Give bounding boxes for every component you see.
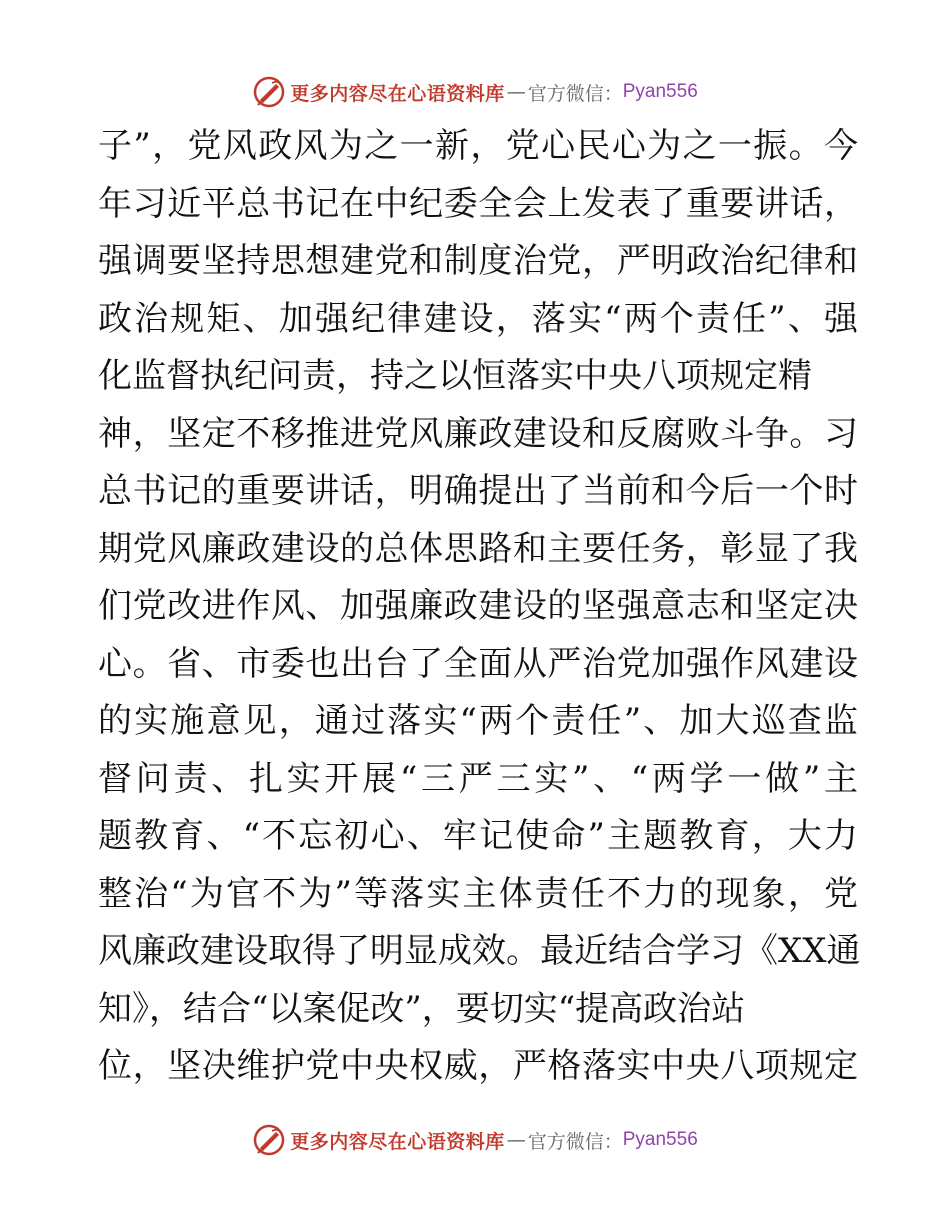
text-line: 心。省、市委也出台了全面从严治党加强作风建设 [98,643,858,684]
text-line: 整治“为官不为”等落实主体责任不力的现象，党 [98,873,858,914]
text-line: 的实施意见，通过落实“两个责任”、加大巡查监 [98,701,858,741]
banner-wechat-id: Pyan556 [622,1129,698,1150]
banner-wechat-id: Pyan556 [622,81,698,102]
banner-title: 更多内容尽在心语资料库 [290,1130,505,1153]
text-line: 知》，结合“以案促改”，要切实“提高政治站 [98,988,746,1029]
banner-title: 更多内容尽在心语资料库 [290,82,505,105]
text-line: 风廉政建设取得了明显成效。最近结合学习《XX通 [98,931,861,971]
footer-banner [0,1120,950,1160]
text-line: 位，坚决维护党中央权威，严格落实中央八项规定 [98,1046,858,1086]
banner-dash: — [506,1129,526,1151]
text-line: 总书记的重要讲话，明确提出了当前和今后一个时 [98,471,858,511]
banner-wechat-label: 官方微信： [527,1130,623,1153]
text-line: 题教育、“不忘初心、牢记使命”主题教育，大力 [98,816,858,856]
text-line: 神，坚定不移推进党风廉政建设和反腐败斗争。习 [98,413,858,454]
banner-wechat-label: 官方微信： [527,82,623,105]
header-banner [0,72,950,112]
text-line: 们党改进作风、加强廉政建设的坚强意志和坚定决 [98,586,858,626]
text-line: 督问责、扎实开展“三严三实”、“两学一做”主 [98,758,858,799]
quill-pen-circle-icon [252,1123,286,1157]
text-line: 化监督执纪问责，持之以恒落实中央八项规定精 [98,356,812,396]
text-line: 政治规矩、加强纪律建设，落实“两个责任”、强 [98,298,858,339]
text-line: 强调要坚持思想建党和制度治党，严明政治纪律和 [98,241,858,281]
text-line: 年习近平总书记在中纪委全会上发表了重要讲话， [98,183,858,224]
text-line: 子”，党风政风为之一新，党心民心为之一振。今 [98,126,858,166]
quill-pen-circle-icon [252,75,286,109]
banner-dash: — [506,81,526,103]
text-line: 期党风廉政建设的总体思路和主要任务，彰显了我 [98,528,858,569]
body-text [98,118,861,1096]
